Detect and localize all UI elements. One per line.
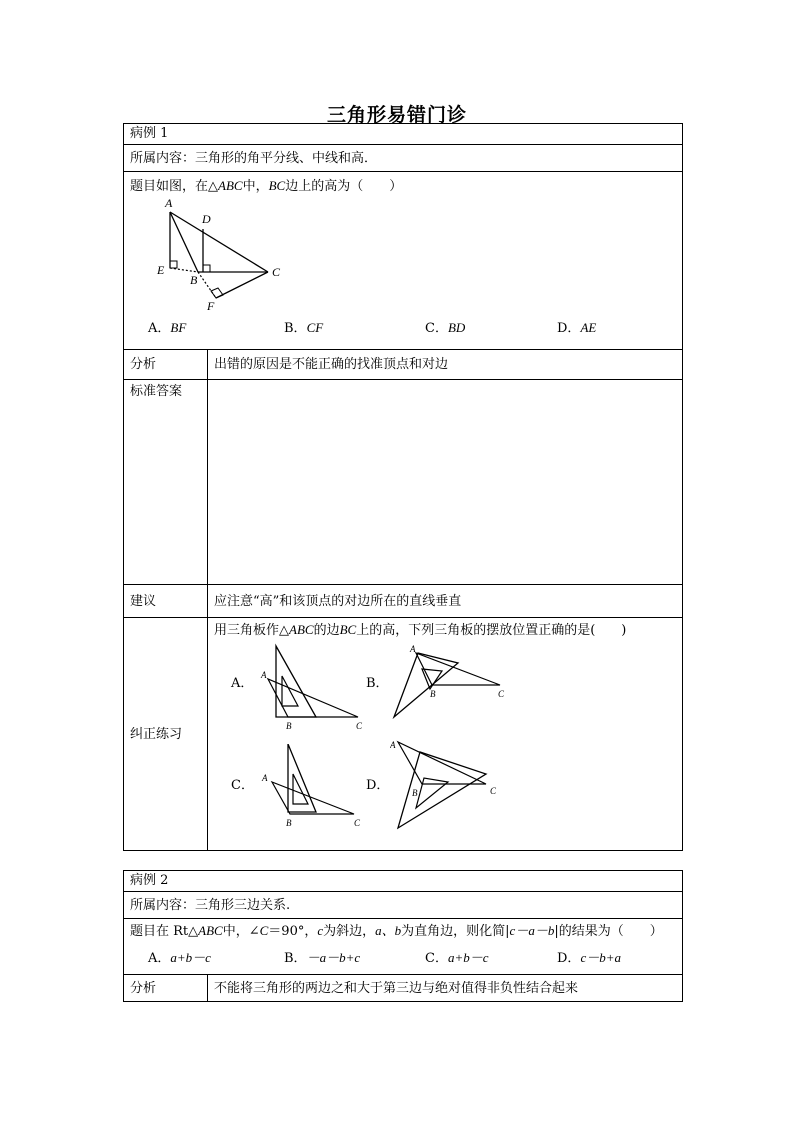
- practice-option-d-label[interactable]: D．: [366, 778, 390, 793]
- analysis-label: 分析: [124, 350, 208, 380]
- label-a: A: [410, 644, 416, 654]
- label-b: B: [286, 818, 292, 828]
- analysis-text: 出错的原因是不能正确的找准顶点和对边: [208, 350, 683, 380]
- case-1-content: 所属内容：三角形的角平分线、中线和高．: [124, 145, 683, 172]
- segment-cf: [216, 272, 268, 298]
- case-1-question: 题目如图，在△ABC中，BC边上的高为（ ）: [130, 178, 403, 194]
- label-c: C: [354, 818, 361, 828]
- triangle-abc-d: [398, 742, 486, 784]
- practice-option-a-label[interactable]: A．: [231, 676, 254, 691]
- case-2-question-cell: [124, 919, 683, 975]
- label-b: B: [190, 273, 198, 287]
- option-c[interactable]: C．BD: [425, 320, 466, 336]
- option-b[interactable]: B．CF: [284, 320, 324, 336]
- label-d: D: [202, 212, 211, 226]
- option-d[interactable]: D．AE: [557, 320, 597, 336]
- label-b: B: [286, 721, 292, 731]
- practice-cell: [208, 618, 683, 851]
- case-2-analysis-label: 分析: [124, 975, 208, 1002]
- set-square-c-outer: [288, 744, 316, 812]
- option-d[interactable]: D．c－b+a: [557, 950, 621, 966]
- practice-figure-c[interactable]: [258, 744, 373, 839]
- right-angle-mark-f: [211, 288, 223, 298]
- triangle-abc-b: [416, 653, 500, 685]
- answer-text: [208, 380, 683, 585]
- label-b: B: [412, 788, 418, 798]
- set-square-c-inner: [293, 774, 308, 804]
- page-title: 三角形易错门诊: [326, 104, 467, 126]
- case-2-analysis-text: 不能将三角形的两边之和大于第三边与绝对值得非负性结合起来: [208, 975, 683, 1002]
- label-f: F: [207, 299, 215, 313]
- case-2-question: 题目在 Rt△ABC中，∠C＝90°，c为斜边，a、b为直角边，则化简|c－a－b|的结果为（ ）: [130, 923, 663, 939]
- label-e: E: [157, 263, 165, 277]
- label-a: A: [390, 740, 396, 750]
- segment-eb: [170, 268, 198, 272]
- case-1-table: [123, 123, 683, 851]
- suggestion-label: 建议: [124, 585, 208, 618]
- suggestion-text: 应注意“高”和该顶点的对边所在的直线垂直: [208, 585, 683, 618]
- practice-option-c-label[interactable]: C．: [231, 778, 254, 793]
- case-2-header: 病例 2: [124, 871, 683, 892]
- case-1-figure: [148, 196, 318, 316]
- practice-figure-b[interactable]: [390, 641, 515, 726]
- label-b: B: [430, 689, 436, 699]
- label-a: A: [262, 773, 268, 783]
- case-2-table: [123, 870, 683, 1002]
- option-a[interactable]: A．BF: [148, 320, 187, 336]
- label-c: C: [356, 721, 363, 731]
- option-a[interactable]: A．a+b－c: [148, 950, 211, 966]
- label-c: C: [490, 786, 497, 796]
- case-1-question-cell: [124, 172, 683, 350]
- practice-figures: [214, 640, 676, 846]
- option-c[interactable]: C．a+b－c: [425, 950, 489, 966]
- case-2-options: [148, 948, 676, 968]
- practice-question: 用三角板作△ABC的边BC上的高，下列三角板的摆放位置正确的是( ): [214, 622, 627, 638]
- practice-figure-d[interactable]: [390, 740, 520, 840]
- answer-label: 标准答案: [124, 380, 208, 585]
- right-angle-mark-e: [170, 261, 177, 268]
- label-c: C: [498, 689, 505, 699]
- practice-label: 纠正练习: [124, 618, 208, 851]
- practice-option-b-label[interactable]: B．: [366, 676, 389, 691]
- triangle-abc-c: [272, 782, 354, 814]
- case-2-content: 所属内容：三角形三边关系.: [124, 892, 683, 919]
- right-angle-mark-d: [203, 265, 210, 272]
- case-1-header: 病例 1: [124, 124, 683, 145]
- practice-figure-a[interactable]: [258, 641, 373, 736]
- label-a: A: [261, 670, 267, 680]
- option-b[interactable]: B．－a－b+c: [284, 950, 361, 966]
- case-1-options: [148, 318, 676, 338]
- label-a: A: [165, 196, 173, 210]
- label-c: C: [272, 265, 281, 279]
